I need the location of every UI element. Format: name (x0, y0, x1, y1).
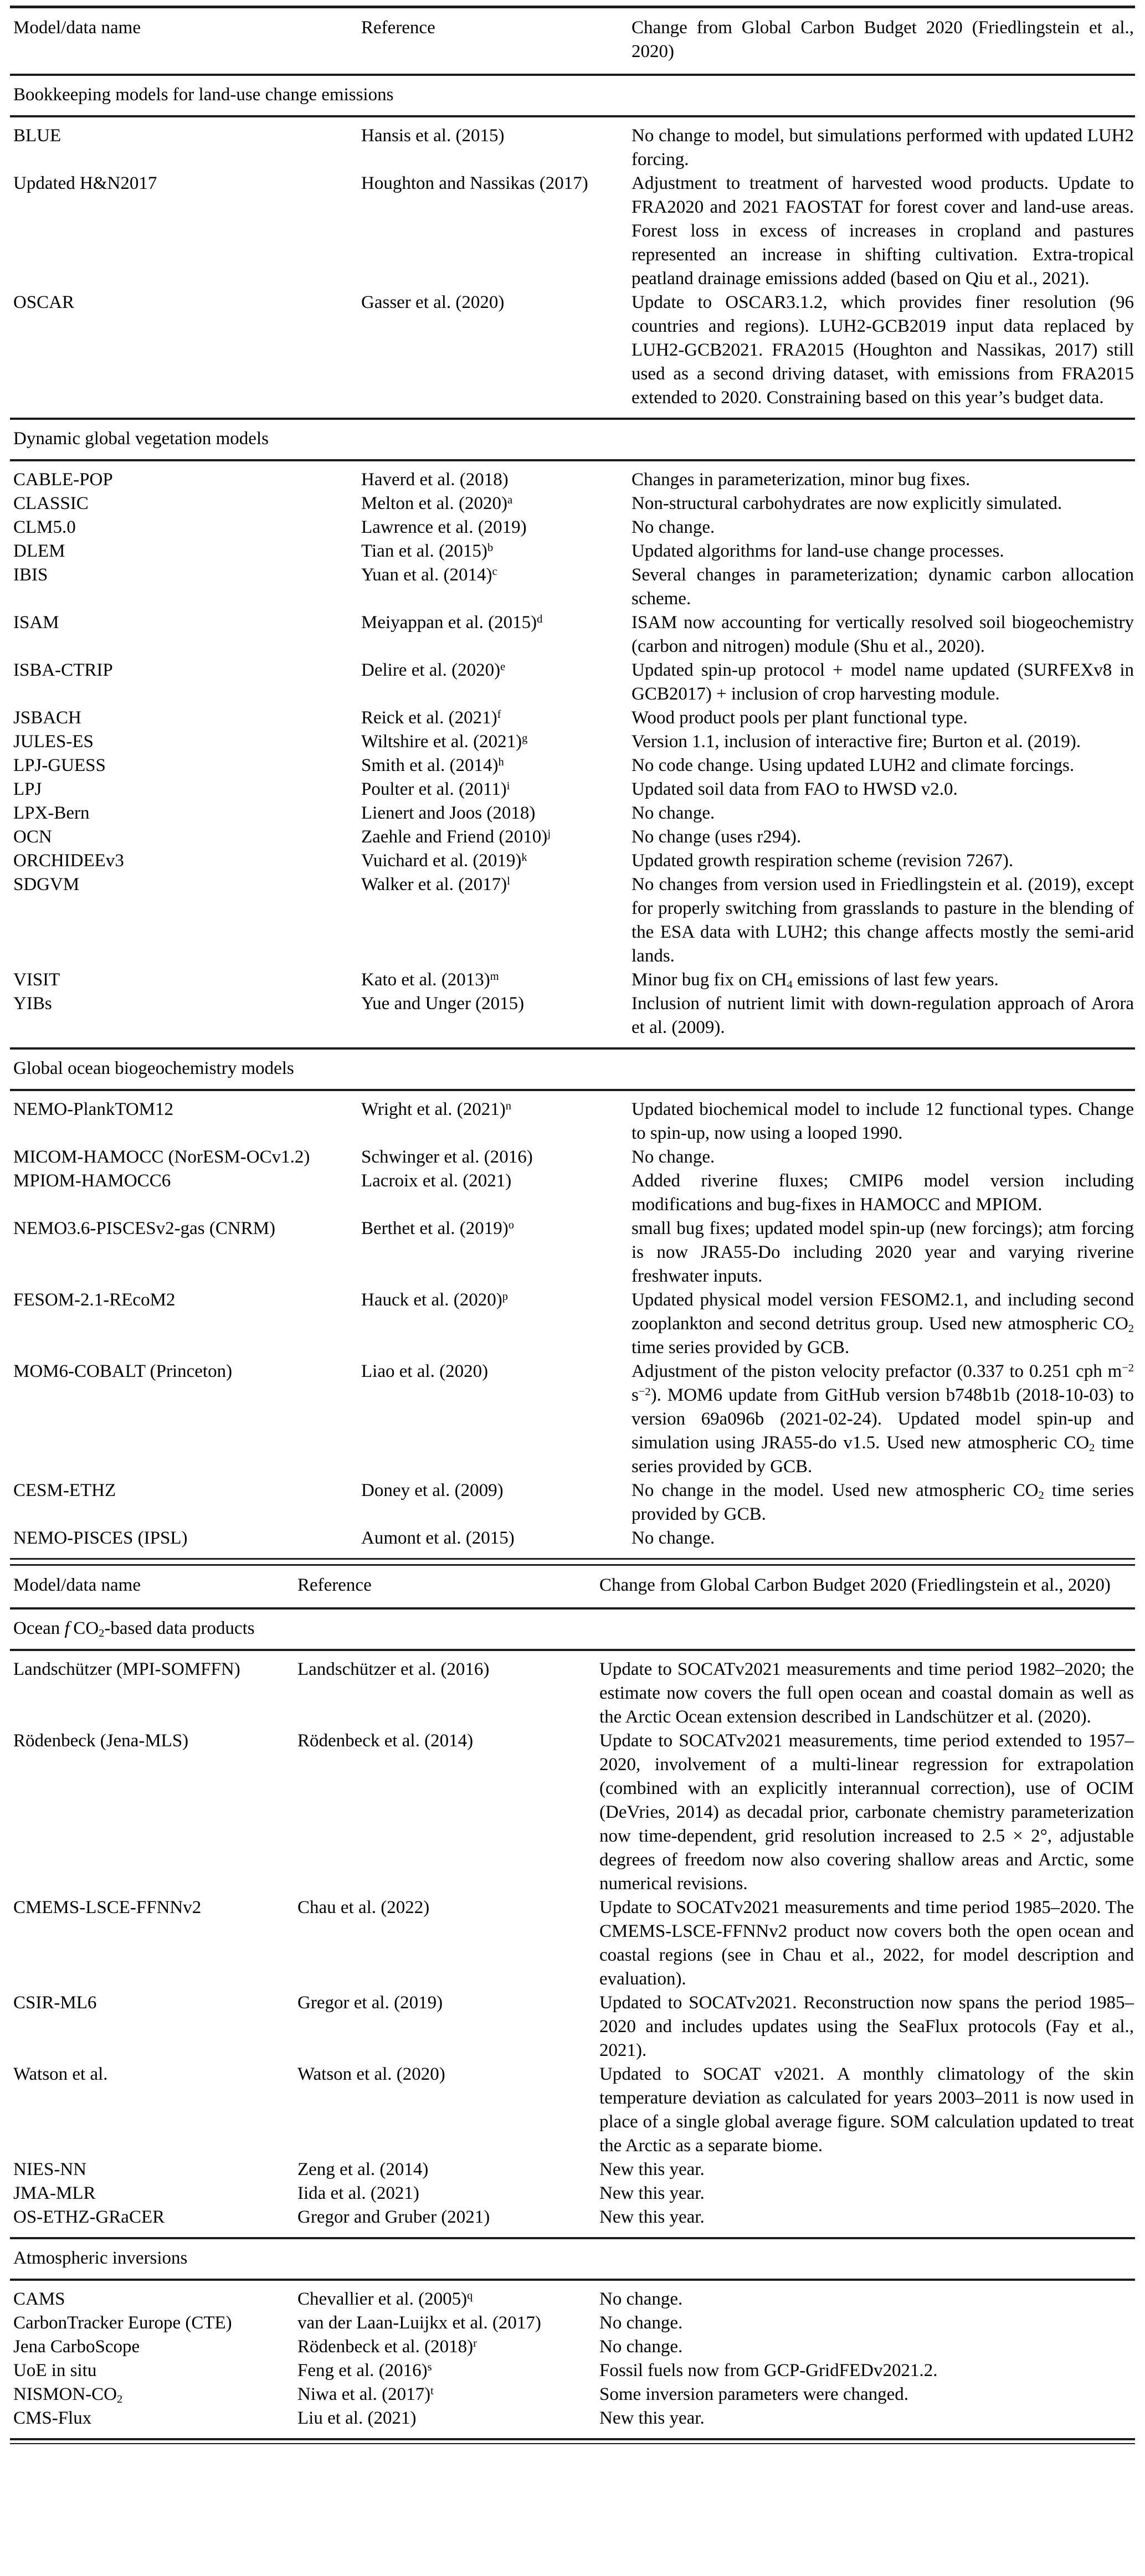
change-cell: No change. (599, 2289, 683, 2309)
change-cell: Updated physical model version FESOM2.1, and including second zooplankton and second detritus group. Used new atmospheric $CO_2$ time series provided by GCB. (631, 1290, 1134, 1358)
model-name-cell: LPJ-GUESS (13, 755, 106, 775)
section-title: Atmospheric inversions (13, 2248, 188, 2268)
section-rows (0, 2281, 1145, 2438)
table-row (0, 825, 1145, 849)
reference-cell: Zeng et al. (2014) (297, 2159, 429, 2179)
model-name-cell: Watson et al. (13, 2064, 108, 2084)
table-row (0, 1526, 1145, 1550)
model-name-cell: ORCHIDEEv3 (13, 851, 124, 871)
reference-cell: Wright et al. $(2021)^n$ (361, 1099, 511, 1119)
reference-cell: Meiyappan et al. $(2015)^d$ (361, 613, 543, 633)
reference-cell: Hansis et al. (2015) (361, 126, 505, 146)
change-cell: Updated biochemical model to include 12 functional types. Change to spin-up, now using a looped 1990. (631, 1099, 1134, 1143)
table-row (0, 2063, 1145, 2158)
model-name-cell: IBIS (13, 565, 48, 585)
reference-cell: Landschützer et al. (2016) (297, 1659, 490, 1679)
model-name-cell: NEMO-PlankTOM12 (13, 1099, 174, 1119)
change-cell: Updated soil data from FAO to HWSD v2.0. (631, 779, 958, 799)
change-cell: New this year. (599, 2183, 705, 2203)
model-name-cell: OSCAR (13, 292, 75, 312)
table-row (0, 492, 1145, 516)
table-row (0, 516, 1145, 539)
reference-cell: Lacroix et al. (2021) (361, 1171, 512, 1191)
reference-cell: Chau et al. (2022) (297, 1898, 430, 1917)
change-cell: No change. (631, 517, 715, 537)
table-row (0, 2407, 1145, 2430)
change-cell: Update to SOCATv2021 measurements, time period extended to 1957–2020, involvement of a multi-linear regression for extrapolation (combined with an explicitly interannual correction), use of OCIM (DeVries, 2014) as decadal prior, carbonate chemistry parameterization now time-dependent, grid resolution increased to 2.5 × 2°, adjustable degrees of freedom now also covering shallow areas and Arctic, some numerical revisions. (599, 1731, 1134, 1894)
change-cell: Changes in parameterization, minor bug fixes. (631, 470, 971, 490)
change-cell: New this year. (599, 2408, 705, 2428)
reference-cell: Vuichard et al. $(2019)^k$ (361, 851, 527, 871)
section-title: Global ocean biogeochemistry models (13, 1058, 294, 1078)
section-rows (0, 461, 1145, 1047)
table-row (0, 611, 1145, 659)
model-name-cell: UoE in situ (13, 2361, 97, 2380)
reference-cell: Delire et al. $(2020)^e$ (361, 660, 506, 680)
change-cell: No change to model, but simulations performed with updated LUH2 forcing. (631, 126, 1134, 169)
table-row (0, 468, 1145, 492)
table-row (0, 1288, 1145, 1360)
table-2-sections (0, 1607, 1145, 2438)
reference-cell: Gregor and Gruber (2021) (297, 2207, 490, 2227)
change-cell: No change in the model. Used new atmospheric $CO_2$ time series provided by GCB. (631, 1480, 1134, 1524)
section-title: Dynamic global vegetation models (13, 429, 269, 449)
model-name-cell: Jena CarboScope (13, 2337, 140, 2357)
reference-cell: Lienert and Joos (2018) (361, 803, 536, 823)
table-bottom-rule (10, 2438, 1135, 2444)
change-cell: Update to SOCATv2021 measurements and time period 1982–2020; the estimate now covers the full open ocean and coastal domain as well as the Arctic Ocean extension described in Landschützer et al. (2020). (599, 1659, 1134, 1727)
model-name-cell: MOM6-COBALT (Princeton) (13, 1361, 233, 1381)
table-row (0, 2205, 1145, 2229)
model-name-cell: Updated H&N2017 (13, 173, 157, 193)
reference-cell: Gasser et al. (2020) (361, 292, 505, 312)
change-cell: Minor bug fix on $CH_4$ emissions of last few years. (631, 970, 999, 991)
table-section (0, 1047, 1145, 1558)
model-name-cell: CABLE-POP (13, 470, 113, 490)
reference-cell: Smith et al. $(2014)^h$ (361, 755, 504, 775)
change-cell: No change. (631, 803, 715, 823)
model-name-cell: MPIOM-HAMOCC6 (13, 1171, 171, 1191)
table-row (0, 1145, 1145, 1169)
table-row (0, 1479, 1145, 1526)
table-row (0, 563, 1145, 611)
reference-cell: Liu et al. (2021) (297, 2408, 417, 2428)
table-row (0, 1729, 1145, 1896)
table-row (0, 659, 1145, 706)
change-cell: No change (uses r294). (631, 827, 802, 847)
model-name-cell: JMA-MLR (13, 2183, 96, 2203)
table-row (0, 172, 1145, 291)
table-row (0, 1169, 1145, 1217)
change-cell: Update to SOCATv2021 measurements and time period 1985–2020. The CMEMS-LSCE-FFNNv2 product now covers both the open ocean and coastal regions (see in Chau et al., 2022, for model description and evaluation). (599, 1898, 1134, 1989)
table-1-sections (0, 74, 1145, 1558)
reference-cell: Poulter et al. $(2011)^i$ (361, 779, 510, 799)
section-rows (0, 117, 1145, 418)
change-cell: New this year. (599, 2159, 705, 2179)
change-cell: Updated spin-up protocol + model name updated (SURFEXv8 in GCB2017) + inclusion of crop harvesting module. (631, 660, 1134, 704)
section-rows (0, 1091, 1145, 1558)
table-row (0, 1991, 1145, 2063)
change-cell: Adjustment to treatment of harvested wood products. Update to FRA2020 and 2021 FAOSTAT for forest cover and land-use areas. Forest loss in excess of increases in cropland and pastures represented an increase in shifting cultivation. Extra-tropical peatland drainage emissions added (based on Qiu et al., 2021). (631, 173, 1134, 289)
section-title: Bookkeeping models for land-use change emissions (13, 85, 394, 105)
model-name-cell: OS-ETHZ-GRaCER (13, 2207, 165, 2227)
reference-cell: Kato et al. $(2013)^m$ (361, 970, 499, 990)
reference-cell: Hauck et al. $(2020)^p$ (361, 1290, 508, 1310)
reference-cell: Haverd et al. (2018) (361, 470, 509, 490)
column-header-model: Model/data name (13, 1575, 141, 1595)
table-row (0, 2335, 1145, 2359)
reference-cell: Walker et al. $(2017)^l$ (361, 875, 510, 894)
change-cell: Version 1.1, inclusion of interactive fire; Burton et al. (2019). (631, 732, 1081, 752)
reference-cell: Rödenbeck et al. $(2018)^r$ (297, 2337, 477, 2357)
table-part-1 (0, 6, 1145, 1558)
model-name-cell: CMS-Flux (13, 2408, 92, 2428)
table-row (0, 968, 1145, 992)
reference-cell: Niwa et al. $(2017)^t$ (297, 2384, 434, 2404)
column-header-change: Change from Global Carbon Budget 2020 (Friedlingstein et al., 2020) (631, 18, 1134, 61)
reference-cell: Wiltshire et al. $(2021)^g$ (361, 732, 528, 752)
model-name-cell: CarbonTracker Europe (CTE) (13, 2313, 232, 2333)
reference-cell: Yue and Unger (2015) (361, 994, 525, 1014)
table-section (0, 2237, 1145, 2438)
change-cell: Non-structural carbohydrates are now explicitly simulated. (631, 493, 1062, 513)
table-section (0, 418, 1145, 1047)
reference-cell: Watson et al. (2020) (297, 2064, 445, 2084)
column-header-reference: Reference (297, 1575, 372, 1595)
model-name-cell: FESOM-2.1-REcoM2 (13, 1290, 176, 1310)
change-cell: No change. (599, 2313, 683, 2333)
change-cell: No changes from version used in Friedlingstein et al. (2019), except for properly switching from grasslands to pasture in the blending of the ESA data with LUH2; this change affects mostly the semi-arid lands. (631, 875, 1134, 966)
change-cell: No code change. Using updated LUH2 and climate forcings. (631, 755, 1075, 775)
table-row (0, 2287, 1145, 2311)
model-name-cell: VISIT (13, 970, 60, 990)
change-cell: Several changes in parameterization; dynamic carbon allocation scheme. (631, 565, 1134, 609)
model-name-cell: ISAM (13, 613, 59, 633)
reference-cell: Feng et al. $(2016)^s$ (297, 2361, 432, 2380)
model-name-cell: Landschützer (MPI-SOMFFN) (13, 1659, 240, 1679)
model-name-cell: CSIR-ML6 (13, 1993, 97, 2013)
table-row (0, 801, 1145, 825)
table-row (0, 2182, 1145, 2205)
model-name-cell: DLEM (13, 541, 65, 561)
change-cell: New this year. (599, 2207, 705, 2227)
reference-cell: Rödenbeck et al. (2014) (297, 1731, 474, 1751)
column-header-change: Change from Global Carbon Budget 2020 (Friedlingstein et al., 2020) (599, 1575, 1111, 1595)
model-name-cell: CMEMS-LSCE-FFNNv2 (13, 1898, 202, 1917)
reference-cell: Zaehle and Friend $(2010)^j$ (361, 827, 551, 847)
model-name-cell: YIBs (13, 994, 52, 1014)
reference-cell: Gregor et al. (2019) (297, 1993, 443, 2013)
model-name-cell: NEMO-PISCES (IPSL) (13, 1528, 188, 1548)
table-row (0, 754, 1145, 778)
table-row (0, 730, 1145, 754)
model-name-cell: NEMO3.6-PISCESv2-gas (CNRM) (13, 1218, 276, 1238)
change-cell: No change. (599, 2337, 683, 2357)
change-cell: Added riverine fluxes; CMIP6 model version including modifications and bug-fixes in HAMOCC and MPIOM. (631, 1171, 1134, 1215)
table-row (0, 1098, 1145, 1145)
reference-cell: Liao et al. (2020) (361, 1361, 489, 1381)
table-row (0, 2383, 1145, 2407)
reference-cell: Berthet et al. $(2019)^o$ (361, 1218, 514, 1238)
change-cell: Some inversion parameters were changed. (599, 2384, 909, 2404)
change-cell: No change. (631, 1147, 715, 1167)
model-name-cell: OCN (13, 827, 52, 847)
change-cell: small bug fixes; updated model spin-up (new forcings); atm forcing is now JRA55-Do including 2020 year and varying riverine freshwater inputs. (631, 1218, 1134, 1286)
table-row (0, 1896, 1145, 1991)
reference-cell: Yuan et al. $(2014)^c$ (361, 565, 497, 585)
column-header-reference: Reference (361, 18, 435, 38)
table-row (0, 778, 1145, 801)
reference-cell: Chevallier et al. $(2005)^q$ (297, 2289, 473, 2309)
model-name-cell: LPJ (13, 779, 42, 799)
model-name-cell: CESM-ETHZ (13, 1480, 116, 1500)
change-cell: Updated to SOCAT v2021. A monthly climatology of the skin temperature deviation as calculated for years 2003–2011 is now used in place of a single global average figure. SOM calculation updated to treat the Arctic as a separate biome. (599, 2064, 1134, 2156)
change-cell: Adjustment of the piston velocity prefactor (0.337 to 0.251 cph $m^{-2}$ $s^{-2}$). MOM6 update from GitHub version b748b1b (2018-10-03) to version 69a096b (2021-02-24). Updated model spin-up and simulation using JRA55-do v1.5. Used new atmospheric $CO_2$ time series provided by GCB. (631, 1361, 1134, 1477)
table-part-2 (0, 1566, 1145, 2438)
model-name-cell: SDGVM (13, 875, 80, 894)
reference-cell: Reick et al. $(2021)^f$ (361, 708, 501, 728)
table-row (0, 291, 1145, 410)
model-name-cell: BLUE (13, 126, 61, 146)
model-name-cell: NIES-NN (13, 2159, 86, 2179)
reference-cell: Aumont et al. (2015) (361, 1528, 515, 1548)
table-row (0, 124, 1145, 172)
table-row (0, 706, 1145, 730)
model-name-cell: ISBA-CTRIP (13, 660, 113, 680)
table-row (0, 1217, 1145, 1288)
reference-cell: Melton et al. $(2020)^a$ (361, 493, 513, 513)
model-name-cell: CAMS (13, 2289, 65, 2309)
table-row (0, 992, 1145, 1040)
reference-cell: Doney et al. (2009) (361, 1480, 504, 1500)
change-cell: Wood product pools per plant functional type. (631, 708, 968, 728)
model-name-cell: LPX-Bern (13, 803, 90, 823)
table-row (0, 2311, 1145, 2335)
table-row (0, 2158, 1145, 2182)
table-section (0, 1607, 1145, 2237)
change-cell: Updated algorithms for land-use change processes. (631, 541, 1004, 561)
model-name-cell: JULES-ES (13, 732, 94, 752)
reference-cell: van der Laan-Luijkx et al. (2017) (297, 2313, 541, 2333)
table-row (0, 539, 1145, 563)
reference-cell: Lawrence et al. (2019) (361, 517, 527, 537)
change-cell: Update to OSCAR3.1.2, which provides finer resolution (96 countries and regions). LUH2-GCB2019 input data replaced by LUH2-GCB2021. FRA2015 (Houghton and Nassikas, 2017) still used as a second driving dataset, with emissions from FRA2015 extended to 2020. Constraining based on this year’s budget data. (631, 292, 1134, 408)
change-cell: No change. (631, 1528, 715, 1548)
model-name-cell: MICOM-HAMOCC (NorESM-OCv1.2) (13, 1147, 310, 1167)
table-row (0, 849, 1145, 873)
model-name-cell: JSBACH (13, 708, 81, 728)
table-row (0, 2359, 1145, 2383)
change-cell: Updated to SOCATv2021. Reconstruction now spans the period 1985–2020 and includes updates using the SeaFlux protocols (Fay et al., 2021). (599, 1993, 1134, 2060)
table-header-row (0, 8, 1145, 74)
table-divider-rule (10, 1558, 1135, 1566)
table-row (0, 1658, 1145, 1729)
reference-cell: Iida et al. (2021) (297, 2183, 419, 2203)
reference-cell: Houghton and Nassikas (2017) (361, 173, 588, 193)
table-row (0, 1360, 1145, 1479)
section-title: Ocean f $CO_2$-based data products (13, 1618, 255, 1639)
change-cell: Updated growth respiration scheme (revision 7267). (631, 851, 1014, 871)
table-section (0, 74, 1145, 418)
table-header-row (0, 1566, 1145, 1607)
column-header-model: Model/data name (13, 18, 141, 38)
reference-cell: Schwinger et al. (2016) (361, 1147, 533, 1167)
change-cell: ISAM now accounting for vertically resolved soil biogeochemistry (carbon and nitrogen) module (Shu et al., 2020). (631, 613, 1134, 656)
change-cell: Inclusion of nutrient limit with down-regulation approach of Arora et al. (2009). (631, 994, 1134, 1037)
change-cell: Fossil fuels now from GCP-GridFEDv2021.2. (599, 2361, 938, 2380)
model-name-cell: CLM5.0 (13, 517, 76, 537)
reference-cell: Tian et al. $(2015)^b$ (361, 541, 494, 561)
model-name-cell: NISMON-$CO_2$ (13, 2384, 123, 2405)
model-name-cell: Rödenbeck (Jena-MLS) (13, 1731, 189, 1751)
model-name-cell: CLASSIC (13, 493, 89, 513)
section-rows (0, 1651, 1145, 2237)
table-row (0, 873, 1145, 968)
